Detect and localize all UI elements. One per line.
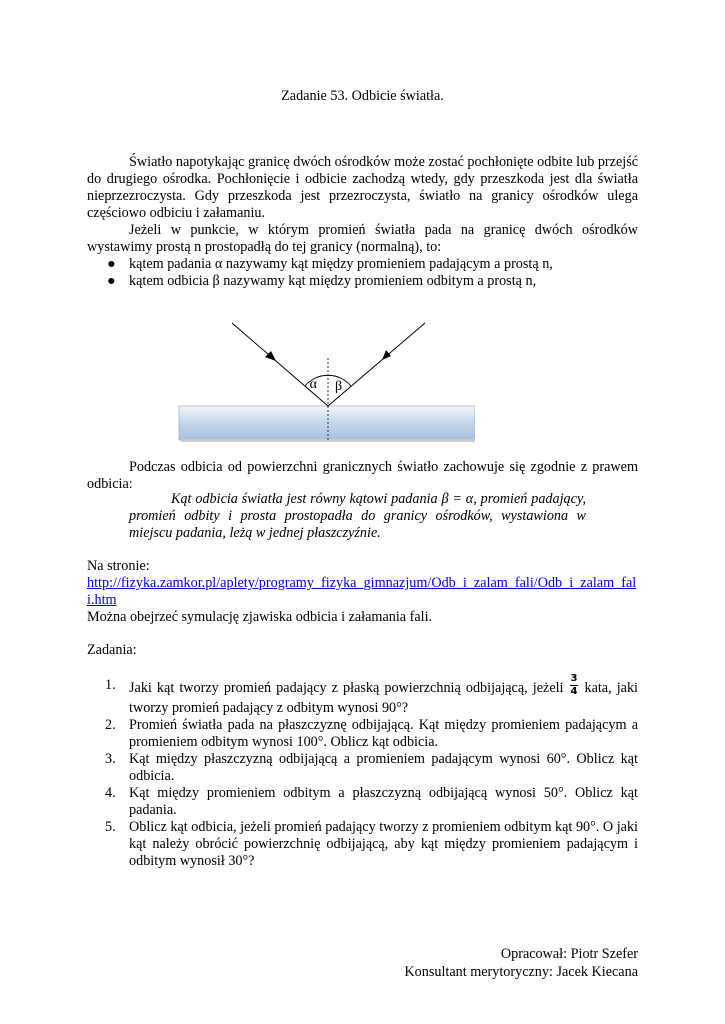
task-number: 1. bbox=[105, 677, 116, 693]
task-list bbox=[87, 673, 638, 870]
website-label: Na stronie: bbox=[87, 558, 150, 574]
list-item bbox=[87, 273, 638, 290]
task-number: 3. bbox=[105, 751, 116, 767]
definition-list bbox=[87, 256, 638, 290]
task-text-part: Jaki kąt tworzy promień padający z płaską powierzchnią odbijającą, jeżeli bbox=[129, 679, 564, 696]
list-item bbox=[87, 256, 638, 273]
fraction-denominator: 4 bbox=[570, 686, 578, 697]
task-text: Kąt między płaszczyzną odbijającą a promieniem padającym wynosi 60°. Oblicz kąt odbicia. bbox=[129, 751, 638, 784]
task-number: 4. bbox=[105, 785, 116, 801]
task-item-1 bbox=[87, 673, 638, 717]
task-number: 5. bbox=[105, 819, 116, 835]
task-text: Promień światła pada na płaszczyznę odbijającą. Kąt między promieniem padającym a promieniem odbitym wynosi 100°. Oblicz kąt odbicia. bbox=[129, 717, 638, 750]
bullet-icon: ● bbox=[107, 273, 116, 289]
task-text: Kąt między promieniem odbitym a płaszczyzną odbijającą wynosi 50°. Oblicz kąt padania. bbox=[129, 785, 638, 818]
task-text: Oblicz kąt odbicia, jeżeli promień padający tworzy z promieniem odbitym kąt 90°. O jaki kąt należy obrócić powierzchnię odbijającą, aby kąt między promieniem padającym i odbitym wynosił 30°? bbox=[129, 819, 638, 869]
task-number: 2. bbox=[105, 717, 116, 733]
tasks-heading: Zadania: bbox=[87, 642, 137, 658]
intro-paragraph-1: Światło napotykając granicę dwóch ośrodków może zostać pochłonięte odbite lub przejść do drugiego ośrodka. Pochłonięcie i odbicie zachodzą wtedy, gdy przeszkoda jest dla światła nieprzezroczysta. Gdy przeszkoda jest przezroczysta, światło na granicy ośrodków ulega częściowo odbiciu i załamaniu. bbox=[87, 154, 639, 221]
simulation-link[interactable]: http://fizyka.zamkor.pl/aplety/programy_fizyka_gimnazjum/Odb_i_zalam_fali/Odb_i_zalam_fali.htm bbox=[87, 575, 637, 608]
page-title: Zadanie 53. Odbicie światła. bbox=[281, 88, 444, 104]
alpha-label: α bbox=[309, 377, 317, 392]
task-item-2 bbox=[87, 717, 638, 751]
reflected-arrow-icon bbox=[382, 350, 391, 360]
consultant-credit: Konsultant merytoryczny: Jacek Kiecana bbox=[404, 964, 638, 980]
author-credit: Opracował: Piotr Szefer bbox=[500, 946, 638, 962]
definition-beta: kątem odbicia β nazywamy kąt między promieniem odbitym a prostą n, bbox=[129, 273, 537, 289]
fraction-numerator: 3 bbox=[570, 673, 578, 684]
task-item-3 bbox=[87, 751, 638, 785]
task-item-5 bbox=[87, 819, 638, 870]
document-page bbox=[87, 0, 638, 1024]
task-item-4 bbox=[87, 785, 638, 819]
task-text-part: kata, jaki tworzy promień padający z odbitym wynosi 90°? bbox=[129, 679, 638, 716]
reflection-diagram bbox=[175, 318, 475, 444]
reflected-ray bbox=[328, 323, 425, 406]
law-of-reflection bbox=[129, 491, 586, 542]
reflecting-surface bbox=[179, 406, 475, 440]
beta-label: β bbox=[335, 379, 343, 394]
definition-alpha: kątem padania α nazywamy kąt między promieniem padającym a prostą n, bbox=[129, 256, 553, 272]
fraction bbox=[570, 674, 579, 697]
intro-paragraph-2: Jeżeli w punkcie, w którym promień światła pada na granicę dwóch ośrodków wystawimy prostą n prostopadłą do tej granicy (normalną), to: bbox=[87, 222, 638, 255]
incident-ray bbox=[232, 323, 328, 406]
simulation-note: Można obejrzeć symulację zjawiska odbicia i załamania fali. bbox=[87, 609, 433, 625]
bullet-icon: ● bbox=[107, 256, 116, 272]
law-statement: Kąt odbicia światła jest równy kątowi padania β = α, promień padający, promień odbity i prosta prostopadła do granicy ośrodków, wystawiona w miejscu padania, leżą w jednej płaszczyźnie. bbox=[129, 491, 586, 541]
law-intro-paragraph: Podczas odbicia od powierzchni granicznych światło zachowuje się zgodnie z prawem odbicia: bbox=[87, 459, 638, 492]
